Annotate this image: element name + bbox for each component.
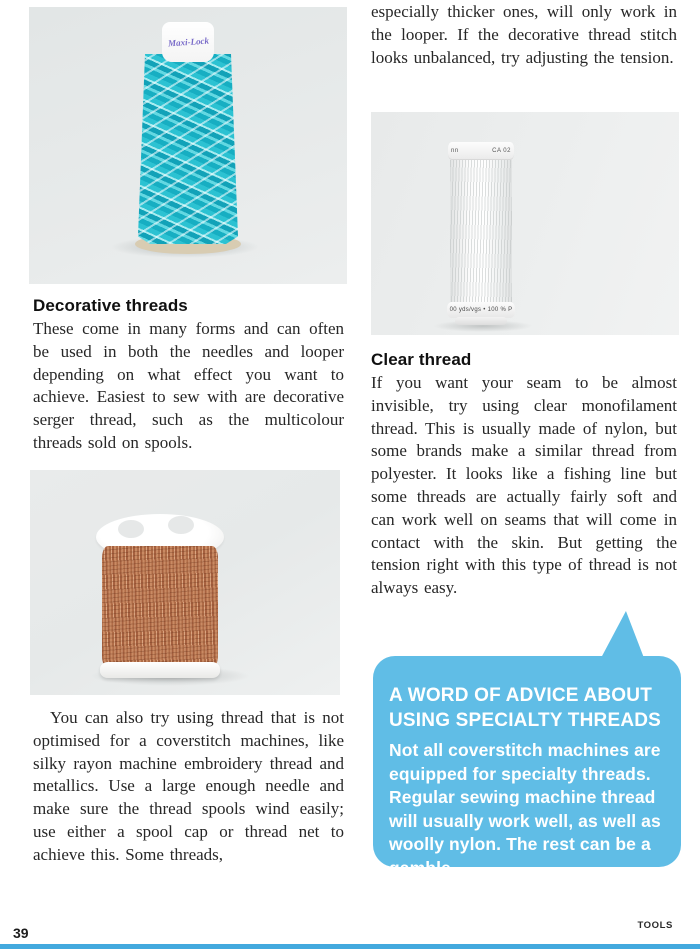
photo-copper-thread-spool: [30, 470, 340, 695]
cone-cap: [162, 22, 214, 62]
section-label: TOOLS: [637, 920, 673, 931]
spool-notch: [118, 520, 144, 538]
callout-title-line1: A WORD OF ADVICE ABOUT: [389, 685, 652, 706]
cone-brand-label: Maxi-Lock: [167, 35, 209, 49]
spool-rim-text: 00 yds/vgs • 100 % P: [449, 307, 513, 313]
callout-title-line2: USING SPECIALTY THREADS: [389, 710, 662, 731]
heading-decorative-threads: Decorative threads: [33, 296, 188, 315]
footer-color-bar: [0, 944, 700, 949]
spool-notch: [168, 516, 194, 534]
heading-clear-thread: Clear thread: [371, 350, 472, 369]
page-number: 39: [13, 925, 29, 941]
paragraph-continuation: especially thicker ones, will only work in the looper. If the decorative thread stitch looks unbalanced, try adjusting the tension.: [371, 2, 677, 67]
spool-rim-label: [447, 302, 515, 318]
spool-bottom-rim: [100, 662, 220, 678]
photo-teal-thread-cone: [29, 7, 347, 284]
spool-foot: [455, 317, 507, 325]
paragraph-decorative-threads: These come in many forms and can often be used in both the needles and looper depending on what effect you want to achieve. Easiest to sew with are decorative serger thread, such as the multicolour threads sold on spools.: [33, 319, 344, 452]
spool-cap: [448, 142, 514, 160]
advice-callout: [373, 656, 681, 878]
callout-tail-pointer: [601, 611, 644, 658]
spool-cap-text-left: nn: [451, 147, 459, 154]
paragraph-specialty-threads: You can also try using thread that is not optimised for a coverstitch machines, like silky rayon machine embroidery thread and metallics. Use a large enough needle and make sure the thread spools wind easily; use either a spool cap or thread net to achieve this. Some threads,: [33, 708, 344, 864]
callout-body: Not all coverstitch machines are equipped for specialty threads. Regular sewing machine thread will usually work well, as well as woolly nylon. The rest can be a gamble.: [389, 740, 661, 878]
clear-thread-body: [450, 160, 512, 302]
photo-clear-thread-spool: [371, 112, 679, 335]
spool-cap-text-right: CA 02: [492, 147, 511, 154]
paragraph-clear-thread: If you want your seam to be almost invisible, try using clear monofilament thread. This is usually made of nylon, but some brands make a similar thread from polyester. It looks like a fishing line but some threads are actually fairly soft and can work well on seams that will come in contact with the skin. But getting the tension right with this type of thread is not always easy.: [371, 373, 677, 598]
copper-thread-body: [102, 546, 218, 668]
teal-thread-cone: [138, 54, 238, 244]
